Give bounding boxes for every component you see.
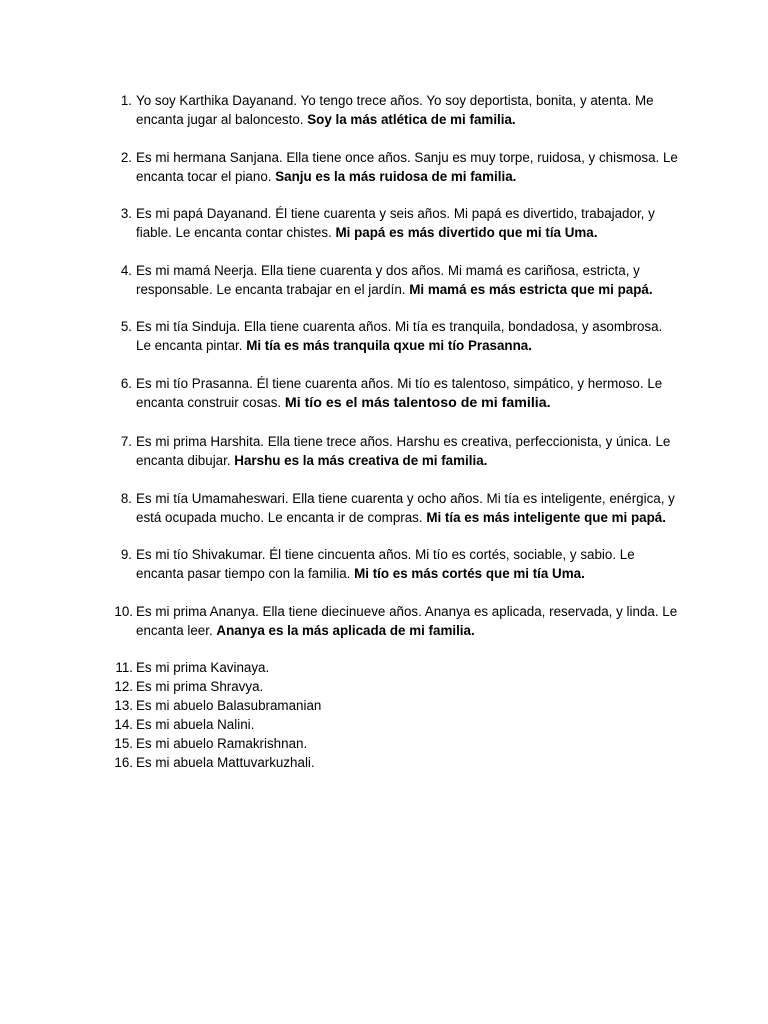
list-item-bold-text: Mi tía es más tranquila qxue mi tío Prasanna. [246,338,532,353]
list-item-bold-text: Mi tía es más inteligente que mi papá. [426,509,666,525]
list-item-number: 11. [115,660,133,675]
list-item-number: 12. [114,679,133,694]
list-item-7 [108,432,680,470]
list-item-8 [108,489,680,527]
list-item-text: Es mi abuela Mattuvarkuzhali. [136,755,315,770]
list-item-11 [108,658,680,677]
list-item-number: 4. [120,262,132,278]
list-item-15 [108,734,680,753]
list-item-text: Es mi abuelo Ramakrishnan. [136,736,308,751]
list-item-text: Es mi papá Dayanand. Él tiene cuarenta y seis años. Mi papá es divertido, trabajador, y fiable. Le encanta contar chistes. [136,206,655,240]
list-item-5 [108,317,680,355]
list-item-bold-text: Harshu es la más creativa de mi familia. [234,453,488,468]
list-item-2 [108,148,680,186]
list-item-6 [108,374,680,413]
list-item-16 [108,753,680,772]
list-item-3 [108,204,680,242]
list-item-number: 9. [120,547,132,562]
family-description-list [108,91,680,772]
list-item-number: 3. [120,206,132,221]
list-item-12 [108,677,680,696]
list-item-bold-text: Sanju es la más ruidosa de mi familia. [275,168,517,184]
list-item-14 [108,715,680,734]
list-item-text: Es mi tío Prasanna. Él tiene cuarenta años. Mi tío es talentoso, simpático, y hermoso. Le encanta construir cosas. [136,375,663,410]
list-item-number: 8. [120,490,132,506]
list-item-bold-text: Mi mamá es más estricta que mi papá. [409,281,653,297]
list-item-4 [108,261,680,299]
list-item-number: 5. [120,319,132,334]
list-item-number: 6. [120,375,132,391]
list-item-text: Es mi mamá Neerja. Ella tiene cuarenta y dos años. Mi mamá es cariñosa, estricta, y responsable. Le encanta trabajar en el jardín. [136,262,640,297]
list-item-bold-text: Ananya es la más aplicada de mi familia. [216,622,475,638]
list-item-number: 7. [120,434,132,449]
list-item-bold-text: Soy la más atlética de mi familia. [307,112,516,127]
list-item-number: 2. [120,149,132,165]
list-item-text: Es mi prima Kavinaya. [136,660,270,675]
list-item-bold-text: Mi tío es más cortés que mi tía Uma. [354,566,585,581]
list-item-number: 15. [114,736,133,751]
list-item-number: 13. [114,698,133,713]
list-item-1 [108,91,680,129]
list-item-13 [108,696,680,715]
list-item-text: Yo soy Karthika Dayanand. Yo tengo trece años. Yo soy deportista, bonita, y atenta. Me encanta jugar al baloncesto. [136,93,654,127]
list-item-text: Es mi abuelo Balasubramanian [136,698,322,713]
list-item-text: Es mi tío Shivakumar. Él tiene cincuenta años. Mi tío es cortés, sociable, y sabio. Le encanta pasar tiempo con la familia. [136,547,635,581]
list-item-text: Es mi abuela Nalini. [136,717,255,732]
list-item-9 [108,545,680,583]
list-item-text: Es mi prima Harshita. Ella tiene trece años. Harshu es creativa, perfeccionista, y única. Le encanta dibujar. [136,434,671,468]
list-item-text: Es mi prima Ananya. Ella tiene diecinueve años. Ananya es aplicada, reservada, y linda. Le encanta leer. [136,603,678,638]
list-item-text: Es mi prima Shravya. [136,679,264,694]
list-item-text: Es mi tía Sinduja. Ella tiene cuarenta años. Mi tía es tranquila, bondadosa, y asombrosa. Le encanta pintar. [136,319,663,353]
list-item-text: Es mi hermana Sanjana. Ella tiene once años. Sanju es muy torpe, ruidosa, y chismosa. Le encanta tocar el piano. [136,149,678,184]
list-item-number: 10. [114,603,133,619]
list-item-bold-text: Mi papá es más divertido que mi tía Uma. [335,225,598,240]
list-item-number: 1. [120,93,132,108]
list-item-number: 14. [114,717,133,732]
list-item-number: 16. [114,755,133,770]
list-item-text: Es mi tía Umamaheswari. Ella tiene cuarenta y ocho años. Mi tía es inteligente, enérgica, y está ocupada mucho. Le encanta ir de compras. [136,490,675,525]
list-item-bold-text: Mi tío es el más talentoso de mi familia. [284,394,551,411]
list-item-10 [108,602,680,640]
